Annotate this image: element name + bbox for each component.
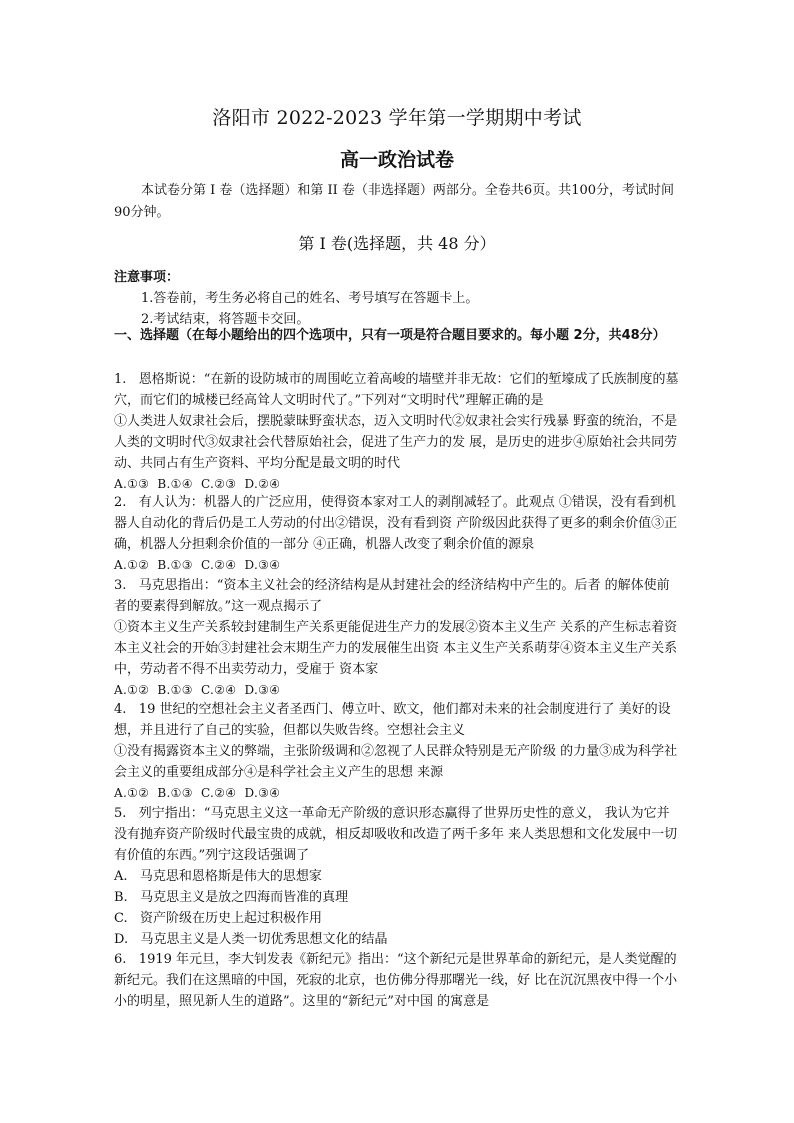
question-statements: ①没有揭露资本主义的弊端，主张阶级调和②忽视了人民群众特别是无产阶级 的力量③成为科学社会主义的重要组成部分④是科学社会主义产生的思想 来源	[114, 744, 678, 780]
exam-intro: 本试卷分第 I 卷（选择题）和第 II 卷（非选择题）两部分。全卷共6页。共100分，考试时间90分钟。	[114, 183, 675, 220]
question-4	[114, 699, 680, 804]
question-1	[114, 369, 680, 495]
question-choice: A. 马克思和恩格斯是伟大的思想家	[114, 869, 322, 884]
question-stem: 1. 恩格斯说：“在新的设防城市的周围屹立着高峻的墙壁并非无故：它们的堑壕成了氏族制度的墓穴，而它们的城楼已经高耸人文明时代了。”下列对“文明时代”理解正确的是	[114, 372, 679, 408]
part-one-heading: 一、选择题（在每小题给出的四个选项中，只有一项是符合题目要求的。每小题 2分，共48分）	[114, 328, 666, 343]
exam-subtitle: 高一政治试卷	[339, 149, 454, 171]
question-options: A.①② B.①③ C.②④ D.③④	[114, 558, 281, 572]
question-stem: 4. 19 世纪的空想社会主义者圣西门、傅立叶、欧文，他们都对未来的社会制度进行了 美好的设想，并且进行了自己的实验，但都以失败告终。空想社会主义	[114, 702, 671, 738]
question-5	[114, 803, 680, 950]
question-choice: B. 马克思主义是放之四海而皆准的真理	[114, 890, 349, 905]
question-statements: ①资本主义生产关系较封建制生产关系更能促进生产力的发展②资本主义生产 关系的产生标志着资本主义社会的开始③封建社会末期生产力的发展催生出资 本主义生产关系萌芽④资本主义生产关系中，劳动者不得不出卖劳动力，受雇于 资本家	[114, 620, 678, 677]
notice-heading: 注意事项：	[114, 270, 180, 285]
question-statements: ①人类进人奴隶社会后，摆脱蒙昧野蛮状态，迈入文明时代②奴隶社会实行残暴 野蛮的统治，不是人类的文明时代③奴隶社会代替原始社会，促进了生产力的发 展，是历史的进步④原始社会共同劳动、共同占有生产资料、平均分配是最文明的时代	[114, 414, 678, 471]
question-choice: D. 马克思主义是人类一切优秀思想文化的结晶	[114, 932, 388, 947]
notice-item: 2.考试结束，将答题卡交回。	[141, 312, 310, 327]
question-6	[114, 949, 680, 1012]
exam-title: 洛阳市 2022-2023 学年第一学期期中考试	[212, 107, 582, 129]
question-2	[114, 492, 680, 576]
question-stem: 5. 列宁指出：“马克思主义这一革命无产阶级的意识形态赢得了世界历史性的意义， 我认为它并没有抛弃资产阶级时代最宝贵的成就，相反却吸收和改造了两千多年 来人类思想和文化发展中一切有价值的东西。”列宁这段话强调了	[114, 806, 678, 863]
question-stem: 6. 1919 年元旦，李大钊发表《新纪元》指出：“这个新纪元是世界革命的新纪元，是人类觉醒的新纪元。我们在这黑暗的中国，死寂的北京，也仿佛分得那曙光一线，好 比在沉沉黑夜中得一个小小的明星，照见新人生的道路”。这里的“新纪元”对中国 的寓意是	[114, 952, 678, 1009]
question-options: A.①② B.①③ C.②④ D.③④	[114, 786, 281, 800]
question-choice: C. 资产阶级在历史上起过积极作用	[114, 911, 323, 926]
question-stem: 3. 马克思指出：“资本主义社会的经济结构是从封建社会的经济结构中产生的。后者 的解体使前者的要素得到解放。”这一观点揭示了	[114, 578, 670, 614]
section-title: 第 I 卷(选择题，共 48 分）	[298, 234, 496, 253]
question-stem: 2. 有人认为：机器人的广泛应用，使得资本家对工人的剥削减轻了。此观点 ①错误，没有看到机器人自动化的背后仍是工人劳动的付出②错误，没有看到资 产阶级因此获得了更多的剩余价值③正确，机器人分担剩余价值的一部分 ④正确，机器人改变了剩余价值的源泉	[114, 495, 678, 552]
question-options: A.①③ B.①④ C.②③ D.②④	[114, 477, 281, 491]
notice-item: 1.答卷前，考生务必将自己的姓名、考号填写在答题卡上。	[141, 291, 479, 306]
question-options: A.①② B.①③ C.②④ D.③④	[114, 683, 281, 697]
question-3	[114, 575, 680, 701]
